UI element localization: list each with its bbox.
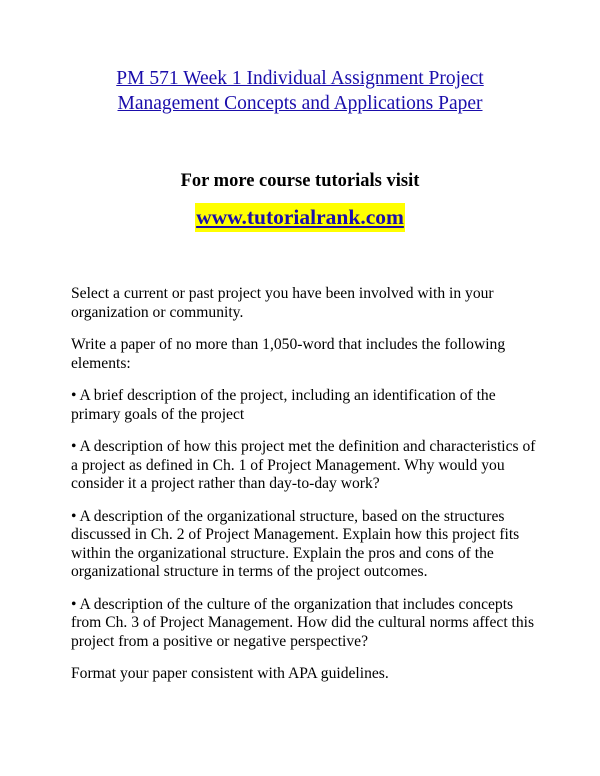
paragraph-requirements: Write a paper of no more than 1,050-word that includes the following elements: [71, 336, 506, 372]
promo-label: For more course tutorials visit [180, 171, 420, 191]
title-link[interactable] [0, 66, 600, 116]
site-link[interactable]: www.tutorialrank.com [195, 203, 405, 232]
title-line-2: Management Concepts and Applications Paper [117, 93, 483, 114]
bullet-project-definition: • A description of how this project met the definition and characteristics of a project as defined in Ch. 1 of Project Management. Why would you consider it a project rather than day-to-day work? [71, 438, 536, 492]
bullet-project-description: • A brief description of the project, including an identification of the primary goals of the project [71, 387, 496, 423]
bullet-organizational-culture: • A description of the culture of the organization that includes concepts from Ch. 3 of Project Management. How did the cultural norms affect this project from a positive or negative perspective? [71, 595, 535, 650]
site-link-container [0, 203, 600, 232]
title-line-1: PM 571 Week 1 Individual Assignment Project [116, 68, 484, 89]
bullet-organizational-structure: • A description of the organizational structure, based on the structures discussed in Ch. 2 of Project Management. Explain how this project fits within the organizational structure. Explain the pros and cons of the organizational structure in terms of the project outcomes. [71, 507, 520, 580]
paragraph-intro: Select a current or past project you have been involved with in your organization or community. [71, 285, 494, 321]
paragraph-format: Format your paper consistent with APA guidelines. [71, 665, 389, 682]
assignment-body [71, 285, 541, 698]
